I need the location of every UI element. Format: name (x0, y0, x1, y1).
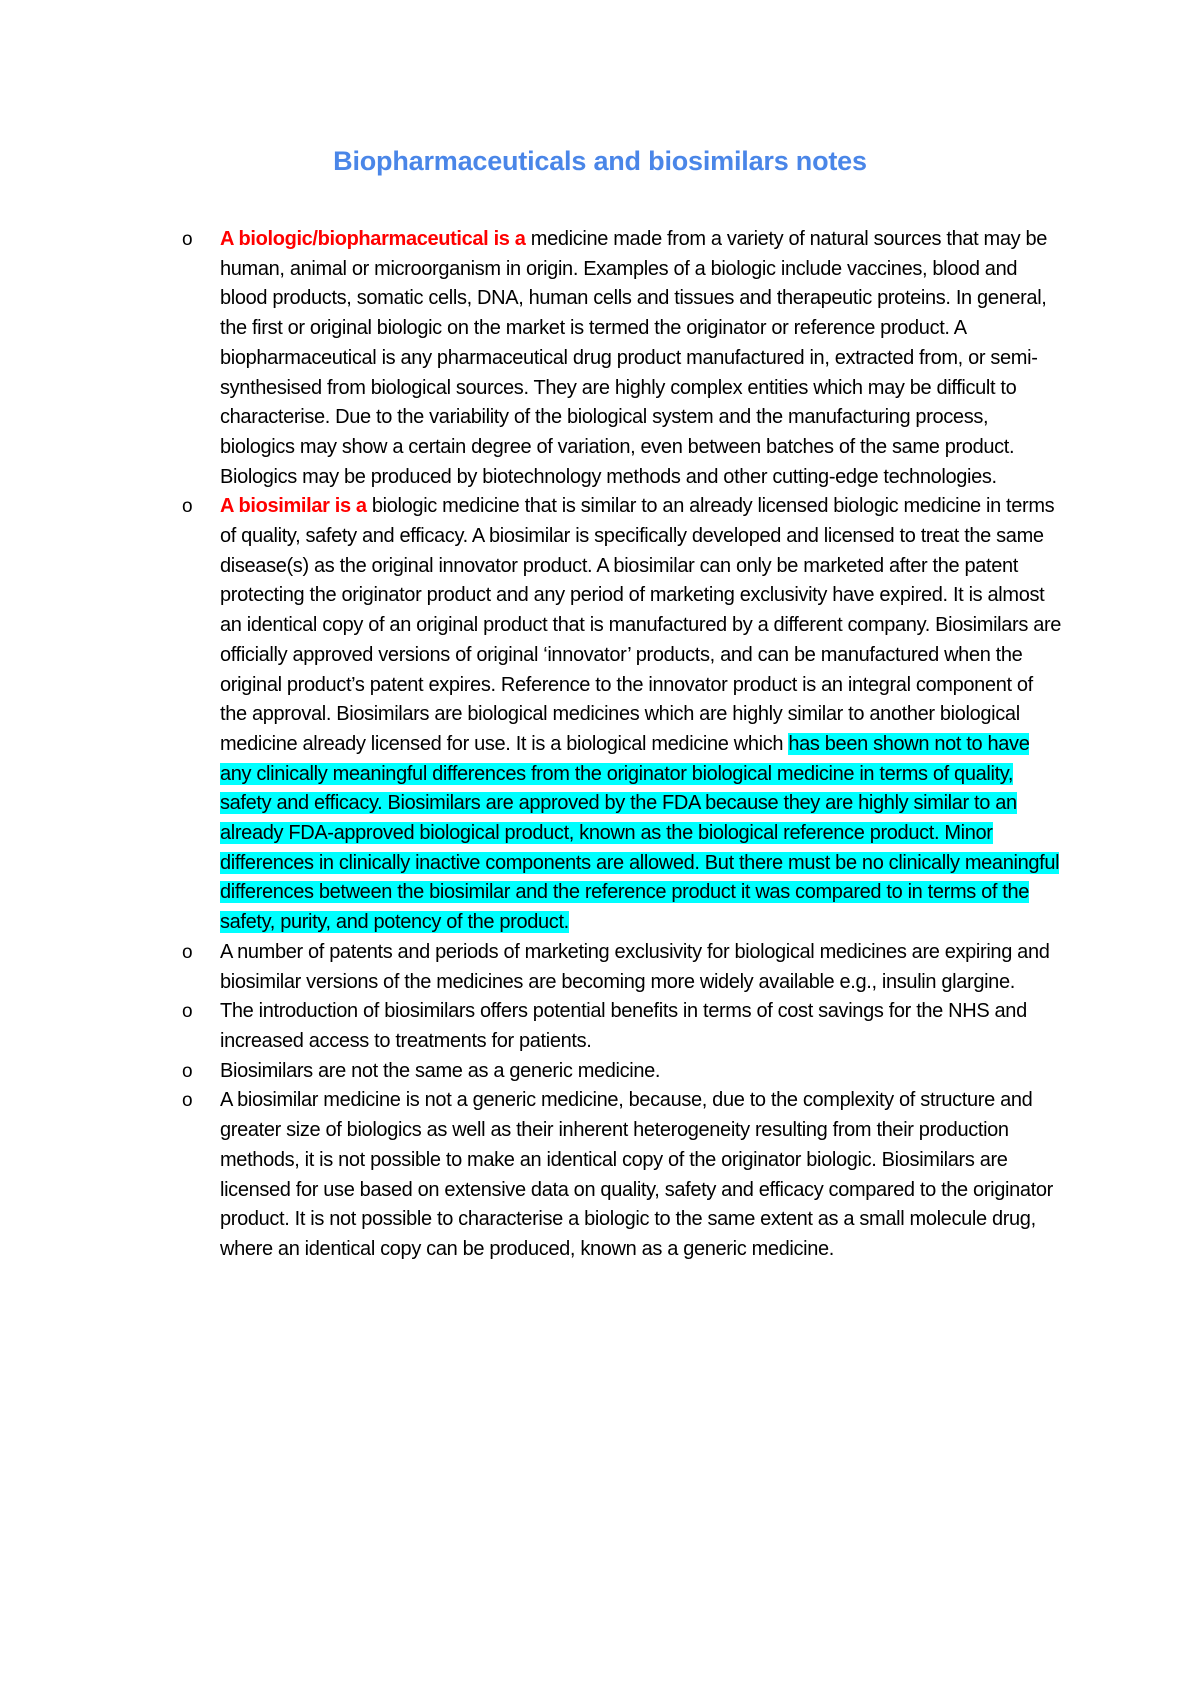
bullet-item-biosimilar-definition (182, 492, 1062, 938)
bullet-item-patents-expiring (182, 938, 1062, 997)
bullet-item-not-generic (182, 1057, 1062, 1087)
bullet-item-biologic-definition (182, 225, 1062, 492)
highlighted-text: has been shown not to have any clinically meaningful differences from the originator biological medicine in terms of quality, safety and efficacy. Biosimilars are approved by the FDA because they are highly similar to an already FDA-approved biological product, known as the biological reference product. Minor differences in clinically inactive components are allowed. But there must be no clinically meaningful differences between the biosimilar and the reference product it was compared to in terms of the safety, purity, and potency of the product. (220, 732, 1060, 934)
bullet-lead-text: A biosimilar is a (220, 495, 367, 518)
bullet-body-text: biologic medicine that is similar to an already licensed biologic medicine in terms of quality, safety and efficacy. A biosimilar is specifically developed and licensed to treat the same disease(s) as the original innovator product. A biosimilar can only be marketed after the patent protecting the originator product and any period of marketing exclusivity have expired. It is almost an identical copy of an original product that is manufactured by a different company. Biosimilars are officially approved versions of original ‘innovator’ products, and can be manufactured when the original product’s patent expires. Reference to the innovator product is an integral component of the approval. Biosimilars are biological medicines which are highly similar to another biological medicine already licensed for use. It is a biological medicine which (220, 495, 1062, 755)
bullet-body-text: A biosimilar medicine is not a generic medicine, because, due to the complexity of structure and greater size of biologics as well as their inherent heterogeneity resulting from their production methods, it is not possible to make an identical copy of the originator biologic. Biosimilars are licensed for use based on extensive data on quality, safety and efficacy compared to the originator product. It is not possible to characterise a biologic to the same extent as a small molecule drug, where an identical copy can be produced, known as a generic medicine. (220, 1089, 1053, 1260)
bullet-body-text: The introduction of biosimilars offers potential benefits in terms of cost savings for the NHS and increased access to treatments for patients. (220, 1000, 1027, 1052)
bullet-marker-icon: o (182, 496, 193, 518)
document-title: Biopharmaceuticals and biosimilars notes (333, 146, 867, 176)
bullet-body-text: Biosimilars are not the same as a generic medicine. (220, 1059, 661, 1082)
bullet-item-nhs-benefits (182, 997, 1062, 1056)
bullet-item-not-generic-explanation (182, 1086, 1062, 1264)
bullet-lead-text: A biologic/biopharmaceutical is a (220, 228, 526, 250)
notes-bullet-list (182, 225, 1062, 1265)
bullet-marker-icon: o (182, 1001, 193, 1023)
bullet-marker-icon: o (182, 1090, 193, 1112)
bullet-marker-icon: o (182, 229, 193, 250)
bullet-marker-icon: o (182, 941, 193, 963)
bullet-marker-icon: o (182, 1060, 193, 1082)
bullet-body-text: medicine made from a variety of natural sources that may be human, animal or microorganism in origin. Examples of a biologic include vaccines, blood and blood products, somatic cells, DNA, human cells and tissues and therapeutic proteins. In general, the first or original biologic on the market is termed the originator or reference product. A biopharmaceutical is any pharmaceutical drug product manufactured in, extracted from, or semi-synthesised from biological sources. They are highly complex entities which may be difficult to characterise. Due to the variability of the biological system and the manufacturing process, biologics may show a certain degree of variation, even between batches of the same product. Biologics may be produced by biotechnology methods and other cutting-edge technologies. (220, 228, 1048, 488)
bullet-body-text: A number of patents and periods of marketing exclusivity for biological medicines are expiring and biosimilar versions of the medicines are becoming more widely available e.g., insulin glargine. (220, 940, 1050, 993)
